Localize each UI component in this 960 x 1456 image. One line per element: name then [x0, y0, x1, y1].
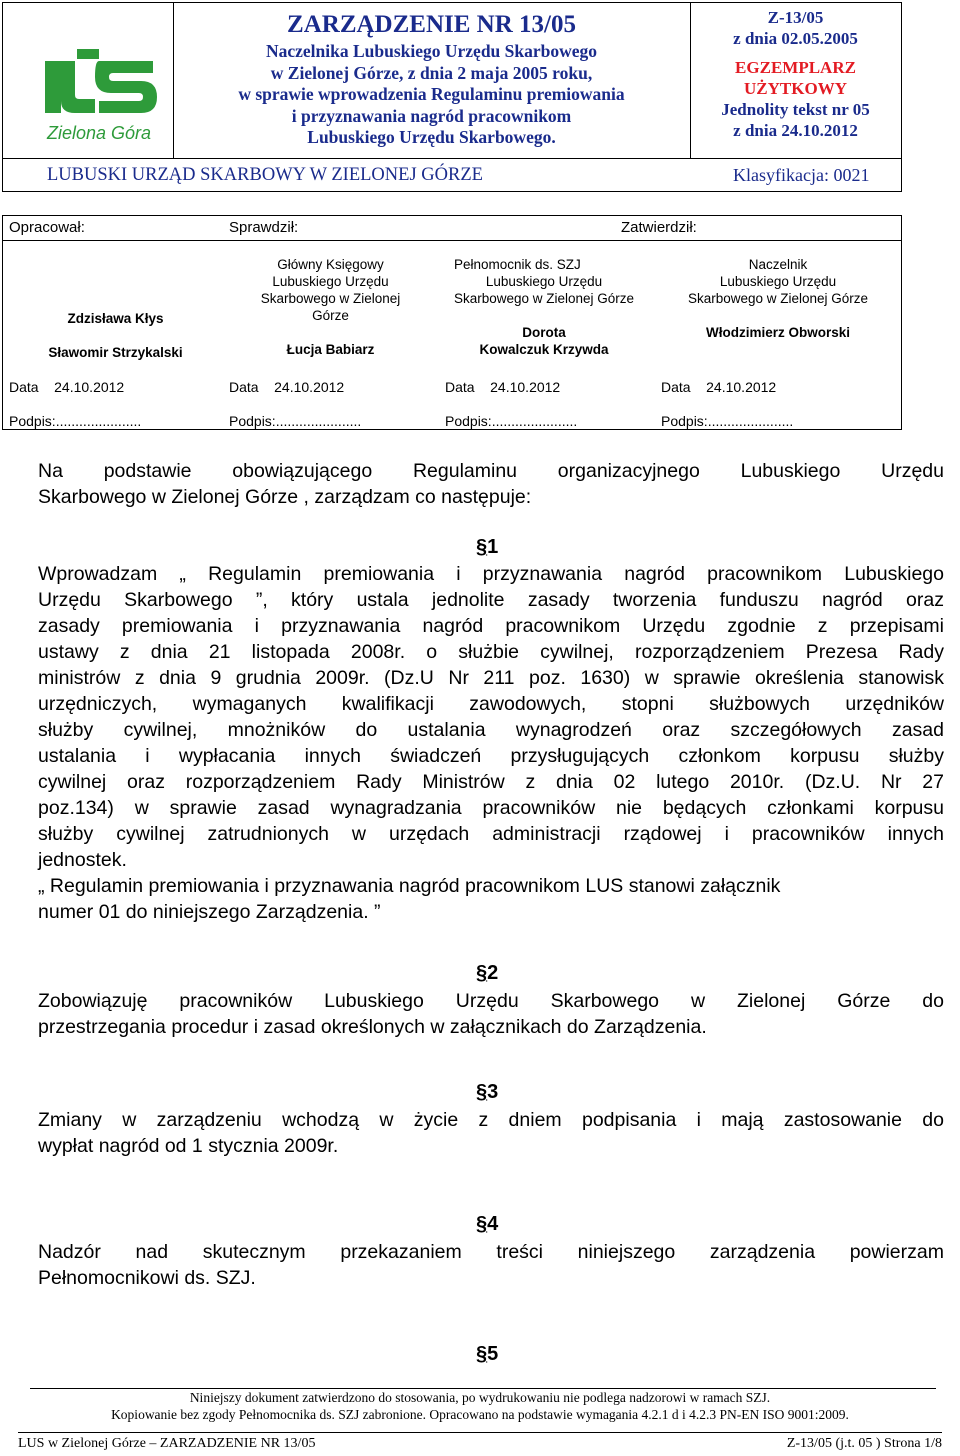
approved-label: Zatwierdził:	[621, 219, 697, 236]
copy-label-2: UŻYTKOWY	[744, 79, 847, 98]
approval-header-row	[3, 216, 901, 241]
document-title: ZARZĄDZENIE NR 13/05	[287, 11, 576, 38]
text-line: Zobowiązuję pracowników Lubuskiego Urzędu Skarbowego w Zielonej Górze do	[38, 990, 944, 1012]
role-line: Pełnomocnik ds. SZJ	[454, 257, 581, 272]
text-line: Pełnomocnikowi ds. SZJ.	[38, 1267, 256, 1289]
logo-cell	[3, 3, 173, 158]
subtitle-line: i przyznawania nagród pracownikom	[291, 105, 572, 126]
document-id-cell	[690, 3, 901, 158]
signature-field: Podpis:......................	[9, 413, 142, 429]
date-field: Data 24.10.2012	[661, 379, 777, 395]
section-5-heading: §5	[476, 1343, 499, 1365]
role-line: Lubuskiego Urzędu	[485, 274, 603, 289]
text-line: przestrzegania procedur i zasad określonych w załącznikach do Zarządzenia.	[38, 1016, 707, 1038]
approver-3	[433, 256, 655, 358]
section-1-paragraph	[38, 561, 944, 925]
subtitle-line: Naczelnika Lubuskiego Urzędu Skarbowego	[265, 41, 598, 61]
footer-notice-1: Niniejszy dokument zatwierdzono do stosowania, po wydrukowaniu nie podlega nadzorowi w ramach SZJ.	[189, 1390, 771, 1405]
footer-divider	[30, 1388, 936, 1389]
section-3-heading: §3	[476, 1081, 499, 1103]
signature-field: Podpis:......................	[445, 413, 578, 429]
unified-text: Jednolity tekst nr 05	[721, 100, 870, 119]
approver-name: Dorota	[522, 325, 566, 340]
role-line: Skarbowego w Zielonej	[260, 291, 401, 306]
approver-name: Zdzisława Kłys	[67, 311, 164, 326]
text-line: Wprowadzam „ Regulamin premiowania i przyznawania nagród pracownikom Lubuskiego	[38, 563, 944, 585]
section-4-paragraph	[38, 1239, 944, 1291]
subtitle-line: w sprawie wprowadzenia Regulaminu premiowania	[238, 84, 625, 104]
text-line: Nadzór nad skutecznym przekazaniem treści niniejszego zarządzenia powierzam	[38, 1241, 944, 1263]
subtitle-line: Lubuskiego Urzędu Skarbowego.	[307, 127, 556, 147]
role-line: Naczelnik	[748, 257, 808, 272]
approver-name: Kowalczuk Krzywda	[479, 342, 609, 357]
text-line: ministrów z dnia 9 grudnia 2009r. (Dz.U Nr 211 poz. 1630) w sprawie określenia stanowisk	[38, 667, 944, 689]
classification: Klasyfikacja: 0021	[733, 165, 870, 185]
approver-name: Włodzimierz Obworski	[705, 325, 851, 340]
approver-4	[655, 256, 901, 341]
intro-paragraph	[38, 458, 944, 510]
date-field: Data 24.10.2012	[229, 379, 345, 395]
copy-label-1: EGZEMPLARZ	[735, 58, 856, 77]
role-line: Skarbowego w Zielonej Górze	[687, 291, 869, 306]
text-line: służby cywilnej zatrudnionych w urzędach administracji rządowej i pracowników innych	[38, 823, 944, 845]
text-line: Na podstawie obowiązującego Regulaminu organizacyjnego Lubuskiego Urzędu	[38, 460, 944, 482]
role-line: Lubuskiego Urzędu	[272, 274, 389, 289]
date-field: Data 24.10.2012	[9, 379, 125, 395]
office-row	[3, 158, 901, 191]
text-line: służby cywilnej, mnożników do ustalania wynagrodzeń oraz szczegółowych zasad	[38, 719, 944, 741]
footer-page-number: Z-13/05 (j.t. 05 ) Strona 1/8	[786, 1436, 942, 1451]
role-line: Skarbowego w Zielonej Górze	[453, 291, 635, 306]
date-field: Data 24.10.2012	[445, 379, 561, 395]
approver-2	[228, 256, 433, 358]
role-line: Główny Księgowy	[277, 257, 384, 272]
prepared-label: Opracował:	[9, 219, 85, 236]
section-4-heading: §4	[476, 1213, 499, 1235]
signature-field: Podpis:......................	[661, 413, 794, 429]
subtitle-line: w Zielonej Górze, z dnia 2 maja 2005 roku,	[270, 62, 593, 83]
section-1-heading: §1	[476, 536, 499, 558]
text-line: cywilnej oraz rozporządzeniem Rady Ministrów z dnia 02 lutego 2010r. (Dz.U. Nr 27	[38, 771, 944, 793]
text-line: „ Regulamin premiowania i przyznawania nagród pracownikom LUS stanowi załącznik	[38, 875, 781, 897]
page-footer-bar	[18, 1432, 942, 1455]
signature-field: Podpis:......................	[229, 413, 362, 429]
unified-date: z dnia 24.10.2012	[733, 121, 858, 140]
text-line: ustalania i wypłacania innych świadczeń przysługujących członkom korpusu służby	[38, 745, 944, 767]
text-line: Zmiany w zarządzeniu wchodzą w życie z dniem podpisania i mają zastosowanie do	[38, 1109, 944, 1131]
text-line: wypłat nagród od 1 stycznia 2009r.	[38, 1135, 339, 1157]
document-header	[2, 2, 902, 192]
text-line: Urzędu Skarbowego ”, który ustala jednolite zasady tworzenia funduszu nagród oraz	[38, 589, 944, 611]
role-line: Lubuskiego Urzędu	[719, 274, 837, 289]
text-line: zasady premiowania i przyznawania nagród pracownikom Urzędu zgodnie z przepisami	[38, 615, 944, 637]
role-line: Górze	[312, 308, 349, 323]
text-line: urzędniczych, wymaganych kwalifikacji zawodowych, stopni służbowych urzędników	[38, 693, 944, 715]
footer-document-ref: LUS w Zielonej Górze – ZARZADZENIE NR 13/05	[18, 1436, 316, 1451]
document-subtitle	[173, 41, 690, 149]
checked-label: Sprawdził:	[229, 219, 299, 236]
section-3-paragraph	[38, 1107, 944, 1159]
office-name: LUBUSKI URZĄD SKARBOWY W ZIELONEJ GÓRZE	[47, 165, 483, 185]
approver-name: Łucja Babiarz	[286, 342, 375, 357]
text-line: jednostek.	[38, 849, 127, 871]
logo-text: Zielona Góra	[47, 123, 152, 143]
section-2-paragraph	[38, 988, 944, 1040]
approval-table	[2, 215, 902, 430]
doc-id: Z-13/05	[767, 8, 824, 27]
title-cell	[173, 3, 690, 158]
approver-1	[3, 310, 228, 361]
doc-date: z dnia 02.05.2005	[733, 29, 858, 48]
section-2-heading: §2	[476, 962, 499, 984]
text-line: Skarbowego w Zielonej Górze , zarządzam co następuje:	[38, 486, 532, 508]
text-line: poz.134) w sprawie zasad wynagradzania pracowników nie będących członkami korpusu	[38, 797, 944, 819]
text-line: numer 01 do niniejszego Zarządzenia. ”	[38, 901, 381, 923]
approver-name: Sławomir Strzykalski	[48, 345, 183, 360]
footer-notice-2: Kopiowanie bez zgody Pełnomocnika ds. SZJ zabronione. Opracowano na podstawie wymagania 4.2.1 d i 4.2.3 PN-EN ISO 9001:2009.	[111, 1407, 849, 1422]
text-line: ustawy z dnia 21 listopada 2008r. o służbie cywilnej, rozporządzeniem Prezesa Rady	[38, 641, 944, 663]
